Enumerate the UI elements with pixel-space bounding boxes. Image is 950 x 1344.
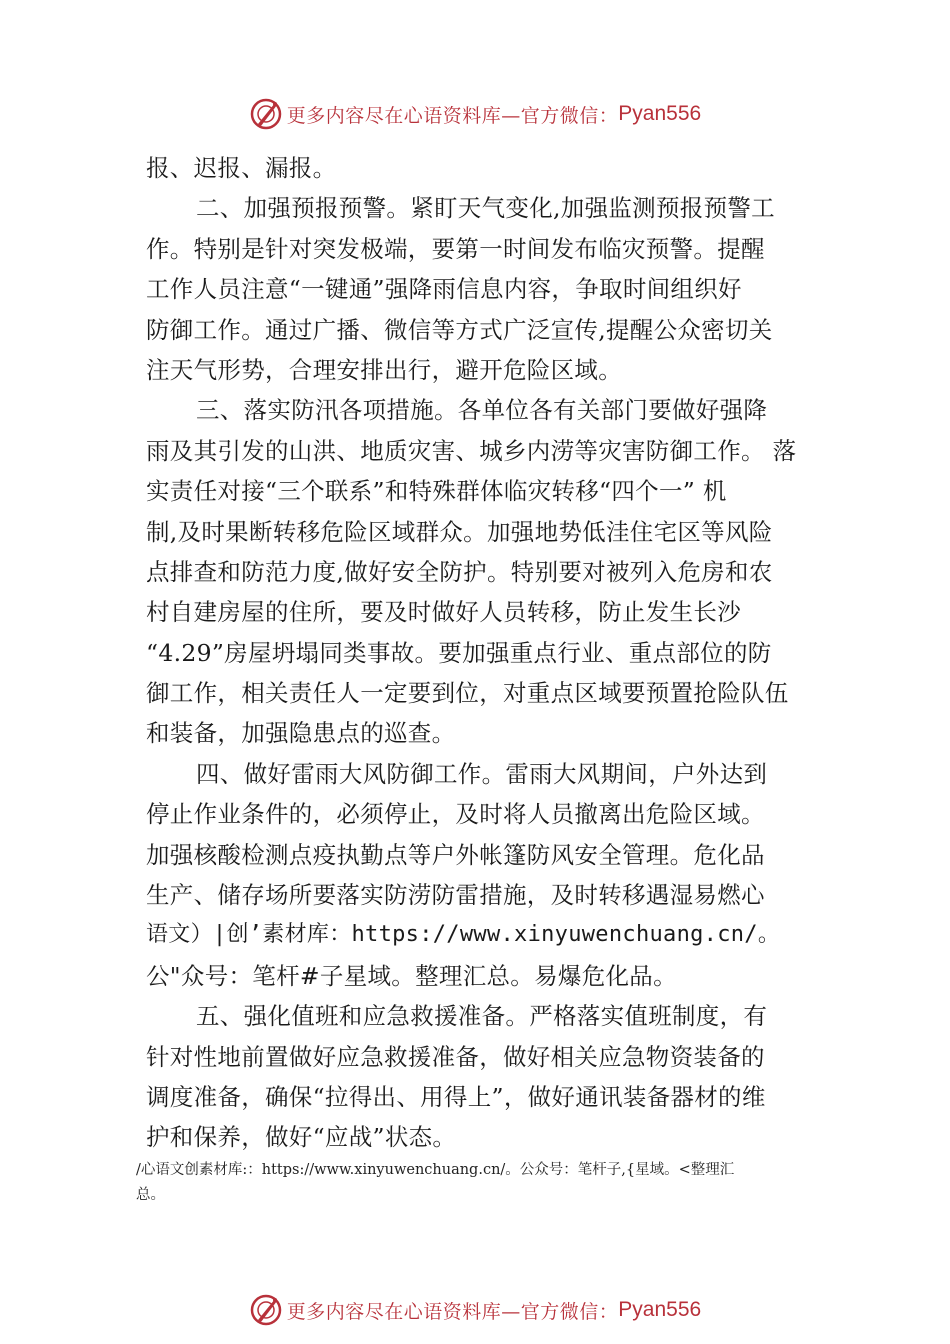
footer-contact: Pyan556: [618, 1298, 702, 1321]
section-heading-line: 五、强化值班和应急救援准备。严格落实值班制度，有: [196, 1002, 768, 1031]
body-line: 公"众号：笔杆#子星域。整理汇总。易爆危化品。: [146, 961, 677, 990]
header-banner: [0, 94, 950, 134]
body-line: 点排查和防范力度,做好安全防护。特别要对被列入危房和农: [146, 557, 773, 586]
document-body: [146, 148, 818, 1158]
body-line: 防御工作。通过广播、微信等方式广泛宣传,提醒公众密切关: [146, 315, 773, 344]
body-line: 雨及其引发的山洪、地质灾害、城乡内涝等灾害防御工作。 落: [146, 436, 797, 465]
header-contact: Pyan556: [618, 102, 702, 125]
body-line-url: 语文）|创’素材库：https://www.xinyuwenchuang.cn/。: [146, 922, 781, 948]
body-line: 报、迟报、漏报。: [146, 154, 337, 182]
body-line: 注天气形势，合理安排出行，避开危险区域。: [146, 355, 622, 384]
body-line: 停止作业条件的，必须停止，及时将人员撤离出危险区域。: [146, 800, 765, 829]
footnote-line: /心语文创素材库:：https://www.xinyuwenchuang.cn/。公众号：笔杆子,{星域。<整理汇: [136, 1162, 735, 1178]
footnote: [136, 1158, 836, 1208]
footnote-line: 总。: [136, 1187, 165, 1203]
section-heading-line: 三、落实防汛各项措施。各单位各有关部门要做好强降: [196, 396, 768, 425]
body-line: 作。特别是针对突发极端，要第一时间发布临灾预警。提醒: [146, 234, 765, 263]
body-line: 制,及时果断转移危险区域群众。加强地势低洼住宅区等风险: [146, 517, 773, 546]
body-line: 工作人员注意“一键通”强降雨信息内容，争取时间组织好: [146, 275, 742, 304]
body-line: 和装备，加强隐患点的巡查。: [146, 719, 456, 748]
logo-icon: [249, 97, 283, 131]
body-line: 调度准备，确保“拉得出、用得上”，做好通讯装备器材的维: [146, 1082, 766, 1111]
body-line: 实责任对接“三个联系”和特殊群体临灾转移“四个一” 机: [146, 477, 727, 506]
section-heading-line: 四、做好雷雨大风防御工作。雷雨大风期间，户外达到: [196, 759, 768, 788]
body-line: 针对性地前置做好应急救援准备，做好相关应急物资装备的: [146, 1042, 765, 1071]
section-heading-line: 二、加强预报预警。紧盯天气变化,加强监测预报预警工: [196, 194, 775, 223]
body-line: 护和保养，做好“应战”状态。: [146, 1123, 457, 1152]
body-line: “4.29”房屋坍塌同类事故。要加强重点行业、重点部位的防: [146, 638, 772, 667]
body-line: 生产、储存场所要落实防涝防雷措施，及时转移遇湿易燃心: [146, 881, 765, 910]
body-line: 村自建房屋的住所，要及时做好人员转移，防止发生长沙: [146, 598, 741, 627]
header-banner-text: 更多内容尽在心语资料库—官方微信：: [286, 104, 619, 127]
body-line: 御工作，相关责任人一定要到位，对重点区域要预置抢险队伍: [146, 679, 789, 708]
footer-banner-text: 更多内容尽在心语资料库—官方微信：: [286, 1300, 619, 1323]
body-line: 加强核酸检测点疫执勤点等户外帐篷防风安全管理。危化品: [146, 840, 765, 869]
footer-banner: [0, 1290, 950, 1330]
logo-icon: [249, 1293, 283, 1327]
